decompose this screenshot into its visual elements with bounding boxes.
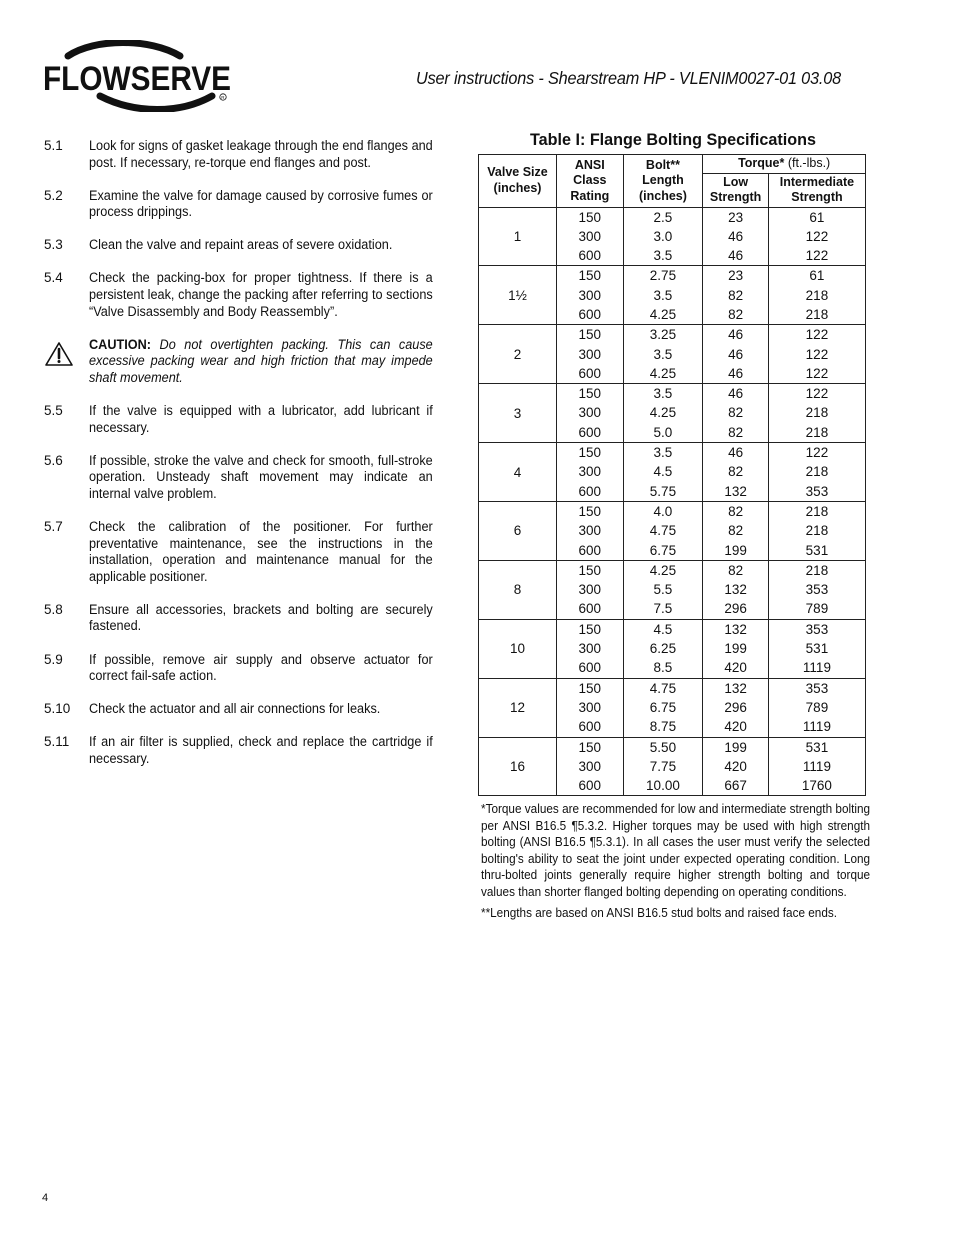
- valve-size-cell: 4: [479, 443, 557, 502]
- header-torque: [703, 155, 866, 174]
- cell-value: 4.25: [649, 365, 677, 381]
- cell-value: 353: [805, 483, 829, 499]
- cell-value: 122: [805, 365, 829, 381]
- cell-value: 150: [578, 327, 602, 343]
- cell-value: 132: [724, 483, 747, 499]
- cell-value: 8.5: [653, 660, 673, 676]
- cell-value: 82: [728, 287, 744, 303]
- cell-value: 789: [805, 699, 829, 715]
- ansi-class-cell: [557, 678, 624, 737]
- step-item: [44, 701, 434, 718]
- low-torque-cell: [703, 501, 769, 560]
- header-intermediate-strength: Intermediate Strength: [768, 173, 865, 207]
- cell-value: 300: [578, 523, 602, 539]
- cell-value: 122: [805, 228, 829, 244]
- warning-icon: [44, 341, 74, 367]
- table-row: [479, 325, 866, 384]
- cell-value: 132: [724, 582, 747, 598]
- cell-value: 150: [578, 621, 602, 637]
- cell-value: 199: [724, 641, 747, 657]
- maintenance-steps: [44, 138, 434, 784]
- page-number: 4: [42, 1192, 49, 1204]
- low-torque-cell: [703, 619, 769, 678]
- intermediate-torque-cell: [768, 501, 865, 560]
- cell-value: 5.75: [649, 483, 677, 499]
- cell-value: 150: [578, 739, 602, 755]
- step-item: [44, 602, 434, 635]
- step-number: 5.7: [44, 519, 63, 534]
- step-text: If an air filter is supplied, check and replace the cartridge if necessary.: [89, 734, 433, 766]
- cell-value: 150: [578, 680, 602, 696]
- cell-value: 300: [578, 464, 602, 480]
- cell-value: 667: [724, 778, 747, 794]
- cell-value: 7.75: [649, 758, 677, 774]
- bolt-length-cell: [623, 501, 703, 560]
- cell-value: 150: [578, 209, 602, 225]
- cell-value: 4.75: [649, 523, 677, 539]
- cell-value: 150: [578, 386, 602, 402]
- ansi-class-cell: [557, 737, 624, 796]
- cell-value: 5.5: [653, 582, 673, 598]
- cell-value: 789: [805, 601, 829, 617]
- ansi-class-cell: [557, 443, 624, 502]
- step-item: [44, 188, 434, 221]
- cell-value: 296: [724, 601, 747, 617]
- cell-value: 218: [805, 287, 829, 303]
- cell-value: 300: [578, 287, 602, 303]
- intermediate-torque-cell: [768, 737, 865, 796]
- cell-value: 3.0: [653, 228, 673, 244]
- step-item: [44, 652, 434, 685]
- cell-value: 420: [724, 719, 747, 735]
- cell-value: 300: [578, 582, 602, 598]
- cell-value: 4.25: [649, 405, 677, 421]
- cell-value: 420: [724, 758, 747, 774]
- cell-value: 199: [724, 739, 747, 755]
- cell-value: 82: [728, 503, 744, 519]
- low-torque-cell: [703, 737, 769, 796]
- cell-value: 6.75: [649, 542, 677, 558]
- intermediate-torque-cell: [768, 266, 865, 325]
- step-number: 5.4: [44, 270, 63, 286]
- table-row: [479, 501, 866, 560]
- step-text: Ensure all accessories, brackets and bolting are securely fastened.: [89, 601, 433, 634]
- low-torque-cell: [703, 560, 769, 619]
- cell-value: 82: [728, 405, 744, 421]
- cell-value: 150: [578, 562, 602, 578]
- cell-value: 218: [805, 464, 829, 480]
- table-row: [479, 207, 866, 266]
- step-text: Clean the valve and repaint areas of severe oxidation.: [89, 237, 393, 253]
- low-torque-cell: [703, 325, 769, 384]
- header-bolt-length: Bolt** Length (inches): [623, 155, 703, 208]
- low-torque-cell: [703, 443, 769, 502]
- step-item: [44, 453, 434, 503]
- step-text: Look for signs of gasket leakage through the end flanges and post. If necessary, re-torque end flanges and post.: [89, 138, 433, 170]
- table-footnotes: [481, 801, 870, 921]
- step-text: If the valve is equipped with a lubricator, add lubricant if necessary.: [89, 403, 433, 435]
- ansi-class-cell: [557, 384, 624, 443]
- cell-value: 218: [805, 562, 829, 578]
- intermediate-torque-cell: [768, 325, 865, 384]
- cell-value: 600: [578, 660, 602, 676]
- ansi-class-cell: [557, 619, 624, 678]
- step-number: 5.11: [44, 734, 70, 750]
- cell-value: 132: [724, 680, 747, 696]
- intermediate-torque-cell: [768, 443, 865, 502]
- step-number: 5.8: [44, 601, 63, 617]
- step-text: Check the actuator and all air connections for leaks.: [89, 701, 381, 717]
- cell-value: 600: [578, 365, 602, 381]
- cell-value: 2.5: [653, 209, 673, 225]
- cell-value: 353: [805, 582, 829, 598]
- valve-size-cell: 12: [479, 678, 557, 737]
- intermediate-torque-cell: [768, 678, 865, 737]
- cell-value: 46: [728, 386, 744, 402]
- cell-value: 218: [805, 306, 829, 322]
- cell-value: 82: [728, 464, 744, 480]
- low-torque-cell: [703, 384, 769, 443]
- cell-value: 3.25: [649, 327, 677, 343]
- torque-footnote: *Torque values are recommended for low and intermediate strength bolting per ANSI B16.5 ¶5.3.2. Higher torques may be used with high strength bolting (ANSI B16.5 ¶5.3.1). In all cases the user must verify the selected bolting's ability to seat the joint under expected operating condition. Long thru-bolted joints generally require higher strength bolting and torque values than shorter flanged bolting depending on operating conditions.: [481, 802, 871, 899]
- cell-value: 420: [724, 660, 747, 676]
- step-text: Check the calibration of the positioner. For further preventative maintenance, see the instructions in the installation, operation and maintenance manual for the applicable positioner.: [89, 519, 433, 584]
- step-text: Check the packing-box for proper tightness. If there is a persistent leak, change the packing after referring to sections “Valve Disassembly and Body Reassembly”.: [89, 270, 433, 319]
- cell-value: 4.5: [653, 464, 673, 480]
- step-number: 5.1: [44, 138, 63, 153]
- bolt-length-cell: [623, 207, 703, 266]
- cell-value: 300: [578, 346, 602, 362]
- cell-value: 6.25: [649, 641, 677, 657]
- table-row: [479, 678, 866, 737]
- cell-value: 296: [724, 699, 747, 715]
- cell-value: 46: [728, 248, 744, 264]
- valve-size-cell: 1½: [479, 266, 557, 325]
- cell-value: 600: [578, 601, 602, 617]
- cell-value: 199: [724, 542, 747, 558]
- cell-value: 82: [728, 424, 744, 440]
- step-text: If possible, remove air supply and observe actuator for correct fail-safe action.: [89, 651, 433, 684]
- cell-value: 7.5: [653, 601, 673, 617]
- cell-value: 82: [728, 523, 744, 539]
- cell-value: 218: [805, 424, 829, 440]
- table-row: [479, 560, 866, 619]
- table-title: Table I: Flange Bolting Specifications: [530, 130, 816, 149]
- bolt-length-cell: [623, 325, 703, 384]
- valve-size-cell: 3: [479, 384, 557, 443]
- cell-value: 82: [728, 306, 744, 322]
- bolt-length-cell: [623, 443, 703, 502]
- ansi-class-cell: [557, 501, 624, 560]
- cell-value: 122: [805, 248, 829, 264]
- cell-value: 122: [805, 346, 829, 362]
- intermediate-torque-cell: [768, 619, 865, 678]
- cell-value: 5.50: [649, 739, 677, 755]
- cell-value: 46: [728, 365, 744, 381]
- cell-value: 600: [578, 424, 602, 440]
- header-torque-unit: (ft.-lbs.): [787, 156, 831, 170]
- cell-value: 531: [805, 542, 829, 558]
- cell-value: 1119: [802, 660, 831, 676]
- cell-value: 122: [805, 445, 829, 461]
- cell-value: 3.5: [653, 248, 673, 264]
- cell-value: 600: [578, 248, 602, 264]
- cell-value: 353: [805, 680, 829, 696]
- cell-value: 6.75: [649, 699, 677, 715]
- cell-value: 531: [805, 739, 829, 755]
- cell-value: 10.00: [646, 778, 680, 794]
- cell-value: 3.5: [653, 346, 673, 362]
- step-text: Examine the valve for damage caused by corrosive fumes or process drippings.: [89, 187, 433, 220]
- document-title: User instructions - Shearstream HP - VLENIM0027-01 03.08: [416, 68, 841, 88]
- cell-value: 3.5: [653, 386, 673, 402]
- table-row: [479, 443, 866, 502]
- bolt-length-cell: [623, 737, 703, 796]
- cell-value: 150: [578, 503, 602, 519]
- cell-value: 4.75: [649, 680, 677, 696]
- step-item: [44, 403, 434, 436]
- step-number: 5.2: [44, 187, 63, 203]
- table-row: [479, 737, 866, 796]
- step-number: 5.9: [44, 651, 63, 667]
- cell-value: 23: [728, 268, 744, 284]
- step-item: [44, 519, 434, 585]
- flange-bolting-table: [478, 154, 866, 796]
- cell-value: 600: [578, 719, 602, 735]
- cell-value: 531: [805, 641, 829, 657]
- cell-value: 3.5: [653, 287, 673, 303]
- ansi-class-cell: [557, 560, 624, 619]
- cell-value: 46: [728, 327, 744, 343]
- cell-value: 4.0: [653, 503, 673, 519]
- cell-value: 46: [728, 346, 744, 362]
- step-number: 5.6: [44, 452, 63, 468]
- valve-size-cell: 8: [479, 560, 557, 619]
- valve-size-cell: 1: [479, 207, 557, 266]
- valve-size-cell: 16: [479, 737, 557, 796]
- cell-value: 82: [728, 562, 744, 578]
- bolt-length-cell: [623, 384, 703, 443]
- step-text: If possible, stroke the valve and check for smooth, full-stroke operation. Unsteady shaft movement may indicate an internal valve problem.: [89, 452, 433, 501]
- cell-value: 150: [578, 268, 602, 284]
- cell-value: 4.25: [649, 306, 677, 322]
- logo-wordmark: FLOWSERVE: [43, 60, 231, 98]
- header-valve-size: Valve Size (inches): [479, 155, 557, 208]
- table-row: [479, 266, 866, 325]
- cell-value: 1119: [802, 758, 831, 774]
- cell-value: 46: [728, 445, 744, 461]
- valve-size-cell: 10: [479, 619, 557, 678]
- cell-value: 600: [578, 483, 602, 499]
- valve-size-cell: 6: [479, 501, 557, 560]
- step-item: [44, 138, 434, 171]
- low-torque-cell: [703, 266, 769, 325]
- table-row: [479, 619, 866, 678]
- ansi-class-cell: [557, 325, 624, 384]
- cell-value: 4.5: [653, 621, 673, 637]
- cell-value: 1119: [802, 719, 831, 735]
- svg-text:R: R: [221, 95, 225, 100]
- length-footnote: **Lengths are based on ANSI B16.5 stud bolts and raised face ends.: [481, 905, 838, 920]
- flowserve-logo: [40, 40, 235, 112]
- step-number: 5.5: [44, 403, 63, 419]
- cell-value: 5.0: [653, 424, 673, 440]
- header-torque-label: Torque*: [738, 156, 785, 170]
- cell-value: 218: [805, 405, 829, 421]
- step-item: [44, 237, 434, 254]
- cell-value: 122: [805, 327, 829, 343]
- bolt-length-cell: [623, 678, 703, 737]
- low-torque-cell: [703, 678, 769, 737]
- cell-value: 3.5: [653, 445, 673, 461]
- header-low-strength: Low Strength: [703, 173, 769, 207]
- ansi-class-cell: [557, 207, 624, 266]
- cell-value: 353: [805, 621, 829, 637]
- cell-value: 300: [578, 758, 602, 774]
- cell-value: 61: [809, 209, 825, 225]
- step-item: [44, 734, 434, 767]
- cell-value: 132: [724, 621, 747, 637]
- cell-value: 300: [578, 405, 602, 421]
- cell-value: 2.75: [649, 268, 677, 284]
- cell-value: 300: [578, 699, 602, 715]
- bolt-length-cell: [623, 266, 703, 325]
- ansi-class-cell: [557, 266, 624, 325]
- cell-value: 600: [578, 542, 602, 558]
- table-row: [479, 384, 866, 443]
- caution-label: CAUTION:: [89, 336, 152, 352]
- step-number: 5.3: [44, 237, 63, 253]
- intermediate-torque-cell: [768, 384, 865, 443]
- cell-value: 300: [578, 228, 602, 244]
- step-item: [44, 270, 434, 320]
- cell-value: 46: [728, 228, 744, 244]
- cell-value: 218: [805, 523, 829, 539]
- caution-note: [44, 337, 434, 387]
- caution-text: Do not overtighten packing. This can cause excessive packing wear and high friction that may impede shaft movement.: [89, 336, 433, 385]
- cell-value: 600: [578, 778, 602, 794]
- cell-value: 600: [578, 306, 602, 322]
- cell-value: 122: [805, 386, 829, 402]
- bolt-length-cell: [623, 560, 703, 619]
- intermediate-torque-cell: [768, 207, 865, 266]
- cell-value: 61: [809, 268, 825, 284]
- cell-value: 300: [578, 641, 602, 657]
- cell-value: 23: [728, 209, 744, 225]
- cell-value: 8.75: [649, 719, 677, 735]
- valve-size-cell: 2: [479, 325, 557, 384]
- header-ansi-class: ANSI Class Rating: [557, 155, 624, 208]
- cell-value: 1760: [801, 778, 832, 794]
- cell-value: 218: [805, 503, 829, 519]
- cell-value: 4.25: [649, 562, 677, 578]
- step-number: 5.10: [44, 701, 71, 717]
- bolt-length-cell: [623, 619, 703, 678]
- cell-value: 150: [578, 445, 602, 461]
- low-torque-cell: [703, 207, 769, 266]
- intermediate-torque-cell: [768, 560, 865, 619]
